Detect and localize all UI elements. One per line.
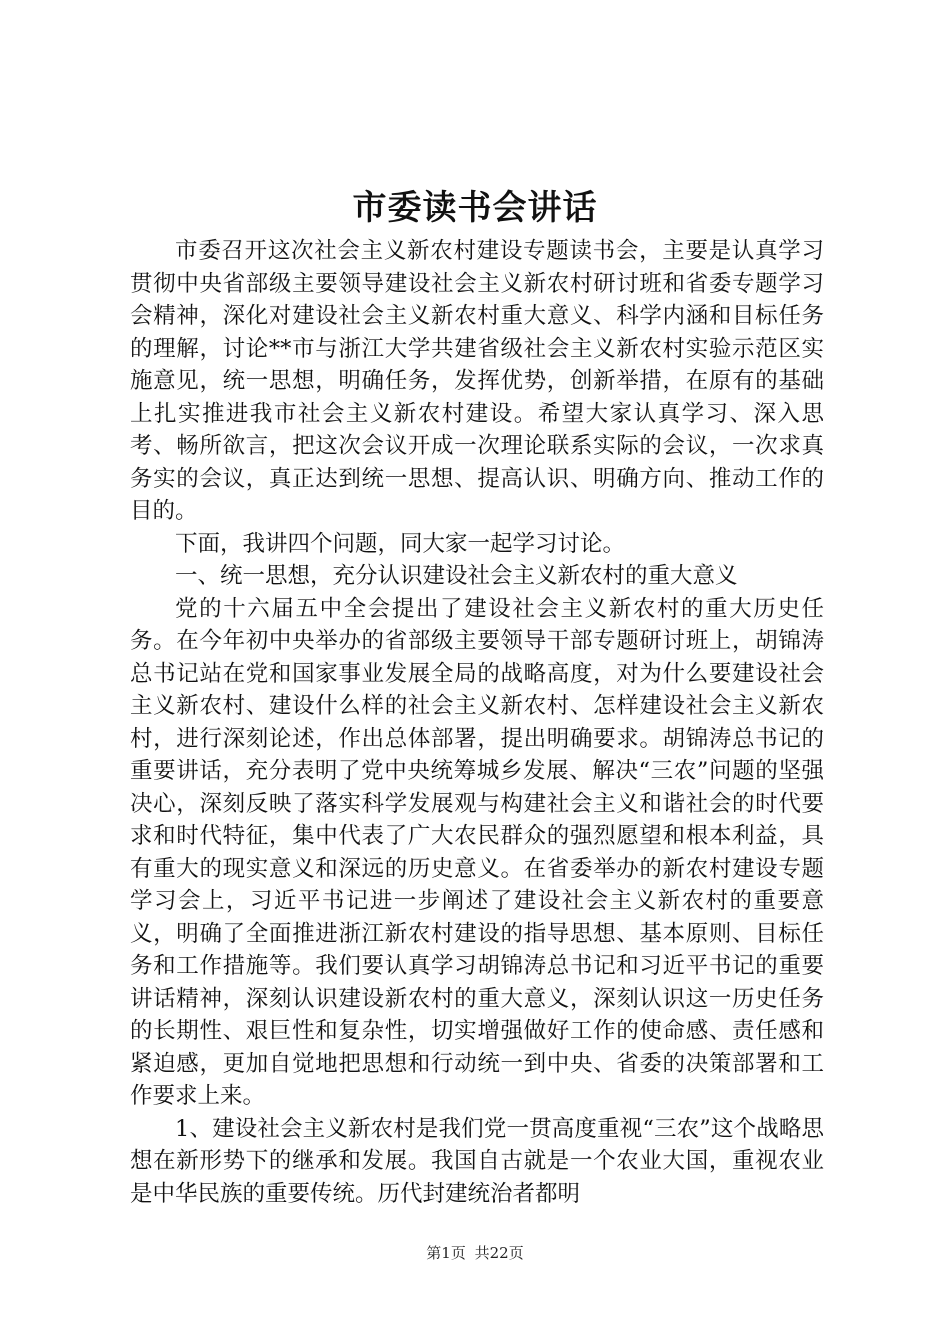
document-body [130,235,824,1210]
document-title: 市委读书会讲话 [352,188,598,228]
paragraph-section-1: 党的十六届五中全会提出了建设社会主义新农村的重大历史任务。在今年初中央举办的省部级主要领导干部专题研讨班上，胡锦涛总书记站在党和国家事业发展全局的战略高度，对为什么要建设社会主义新农村、建设什么样的社会主义新农村、怎样建设社会主义新农村，进行深刻论述，作出总体部署，提出明确要求。胡锦涛总书记的重要讲话，充分表明了党中央统筹城乡发展、解决“三农”问题的坚强决心，深刻反映了落实科学发展观与构建社会主义和谐社会的时代要求和时代特征，集中代表了广大农民群众的强烈愿望和根本利益，具有重大的现实意义和深远的历史意义。在省委举办的新农村建设专题学习会上，习近平书记进一步阐述了建设社会主义新农村的重要意义，明确了全面推进浙江新农村建设的指导思想、基本原则、目标任务和工作措施等。我们要认真学习胡锦涛总书记和习近平书记的重要讲话精神，深刻认识建设新农村的重大意义，深刻认识这一历史任务的长期性、艰巨性和复杂性，切实增强做好工作的使命感、责任感和紧迫感，更加自觉地把思想和行动统一到中央、省委的决策部署和工作要求上来。 [130,595,824,1109]
section-heading-1: 一、统一思想，充分认识建设社会主义新农村的重大意义 [175,563,738,589]
paragraph-outline: 下面，我讲四个问题，同大家一起学习讨论。 [175,530,626,557]
paragraph-point-1: 1、建设社会主义新农村是我们党一贯高度重视“三农”这个战略思想在新形势下的继承和发展。我国自古就是一个农业大国，重视农业是中华民族的重要传统。历代封建统治者都明 [130,1115,824,1207]
paragraph-intro: 市委召开这次社会主义新农村建设专题读书会，主要是认真学习贯彻中央省部级主要领导建设社会主义新农村研讨班和省委专题学习会精神，深化对建设社会主义新农村重大意义、科学内涵和目标任务的理解，讨论**市与浙江大学共建省级社会主义新农村实验示范区实施意见，统一思想，明确任务，发挥优势，创新举措，在原有的基础上扎实推进我市社会主义新农村建设。希望大家认真学习、深入思考、畅所欲言，把这次会议开成一次理论联系实际的会议，一次求真务实的会议，真正达到统一思想、提高认识、明确方向、推动工作的目的。 [130,238,824,524]
page-number: 第1页 [426,1244,466,1262]
page-total: 共22页 [474,1244,524,1262]
page-footer [0,1243,950,1263]
